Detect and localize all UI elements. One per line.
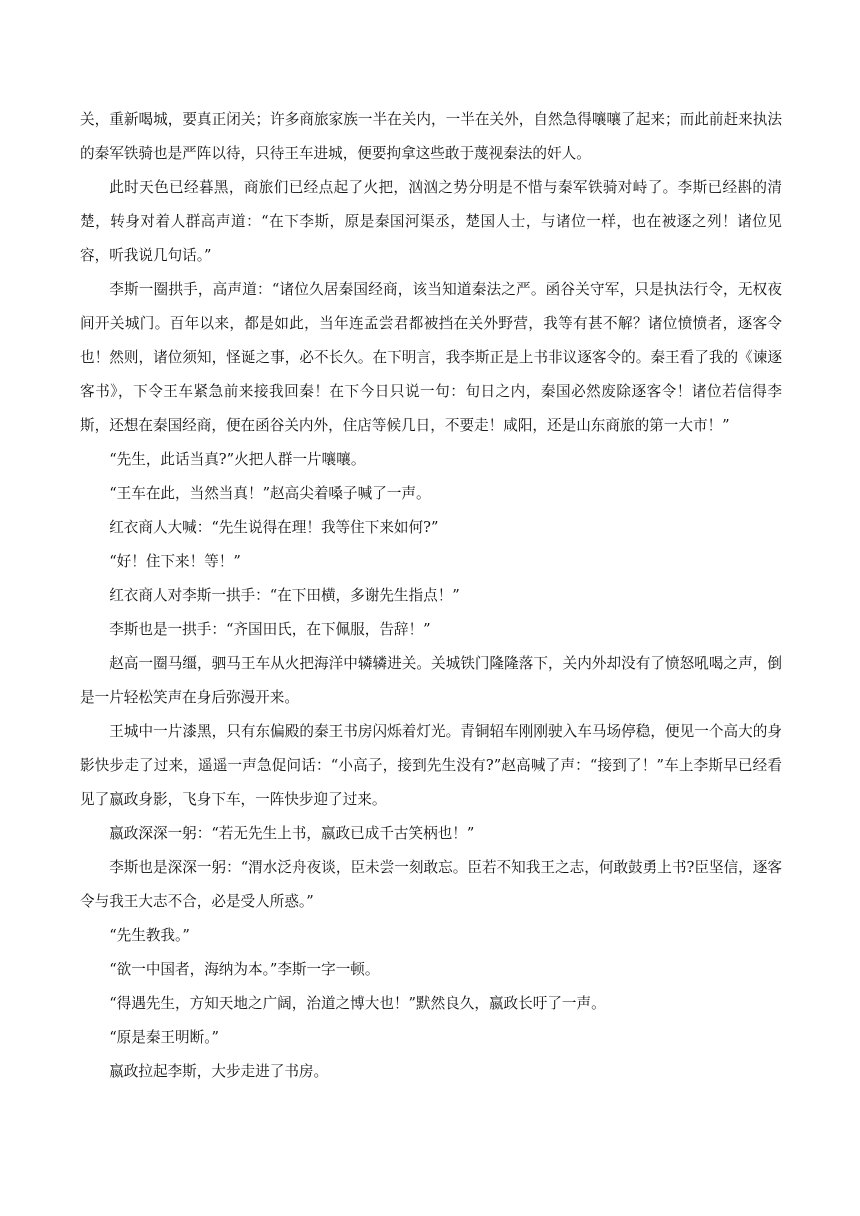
paragraph: “欲一中国者，海纳为本。”李斯一字一顿。 [109, 961, 380, 978]
paragraph: 红衣商人大喊：“先生说得在理！我等住下来如何?” [109, 519, 439, 536]
paragraph: 李斯也是深深一躬：“渭水泛舟夜谈，臣未尝一刻敢忘。臣若不知我王之志，何敢鼓勇上书?臣坚信，逐客令与我王大志不合，必是受人所惑。” [80, 859, 782, 910]
paragraph: “先生，此话当真?”火把人群一片嚷嚷。 [109, 451, 366, 468]
paragraph: “原是秦王明断。” [109, 1029, 219, 1046]
paragraph: 李斯也是一拱手：“齐国田氏，在下佩服，告辞！” [109, 621, 431, 638]
paragraph: 关，重新喝城，要真正闭关；许多商旅家族一半在关内，一半在关外，自然急得嚷嚷了起来；而此前赶来执法的秦军铁骑也是严阵以待，只待王车进城，便要拘拿这些敢于蔑视秦法的奸人。 [80, 111, 782, 162]
paragraph: “得遇先生，方知天地之广阔，治道之博大也！”默然良久，嬴政长吁了一声。 [109, 995, 606, 1012]
document-page [80, 103, 782, 1089]
paragraph: “王车在此，当然当真！”赵高尖着嗓子喊了一声。 [109, 485, 431, 502]
paragraph: 嬴政拉起李斯，大步走进了书房。 [109, 1063, 329, 1080]
paragraph: 嬴政深深一躬：“若无先生上书，嬴政已成千古笑柄也！” [109, 825, 475, 842]
paragraph: 红衣商人对李斯一拱手：“在下田横，多谢先生指点！” [109, 587, 460, 604]
paragraph: 李斯一圈拱手，高声道：“诸位久居秦国经商，该当知道秦法之严。函谷关守军，只是执法行令，无权夜间开关城门。百年以来，都是如此，当年连孟尝君都被挡在关外野营，我等有甚不解？诸位愤愤者，逐客令也！然则，诸位须知，怪诞之事，必不长久。在下明言，我李斯正是上书非议逐客令的。秦王看了我的《谏逐客书》，下令王车紧急前来接我回秦！在下今日只说一句：旬日之内，秦国必然废除逐客令！诸位若信得李斯，还想在秦国经商，便在函谷关内外，住店等候几日，不要走！咸阳，还是山东商旅的第一大市！” [80, 281, 782, 434]
paragraph: 赵高一圈马缰，驷马王车从火把海洋中辚辚进关。关城铁门隆隆落下，关内外却没有了愤怒吼喝之声，倒是一片轻松笑声在身后弥漫开来。 [80, 655, 782, 706]
paragraph: 此时天色已经暮黑，商旅们已经点起了火把，汹汹之势分明是不惜与秦军铁骑对峙了。李斯已经斟的清楚，转身对着人群高声道：“在下李斯，原是秦国河渠丞，楚国人士，与诸位一样，也在被逐之列！诸位见容，听我说几句话。” [80, 179, 782, 264]
paragraph: 王城中一片漆黑，只有东偏殿的秦王书房闪烁着灯光。青铜轺车刚刚驶入车马场停稳，便见一个高大的身影快步走了过来，遥遥一声急促问话：“小高子，接到先生没有?”赵高喊了声：“接到了！”车上李斯早已经看见了嬴政身影，飞身下车，一阵快步迎了过来。 [80, 723, 782, 808]
paragraph: “先生教我。” [109, 927, 190, 944]
paragraph: “好！住下来！等！” [109, 553, 241, 570]
